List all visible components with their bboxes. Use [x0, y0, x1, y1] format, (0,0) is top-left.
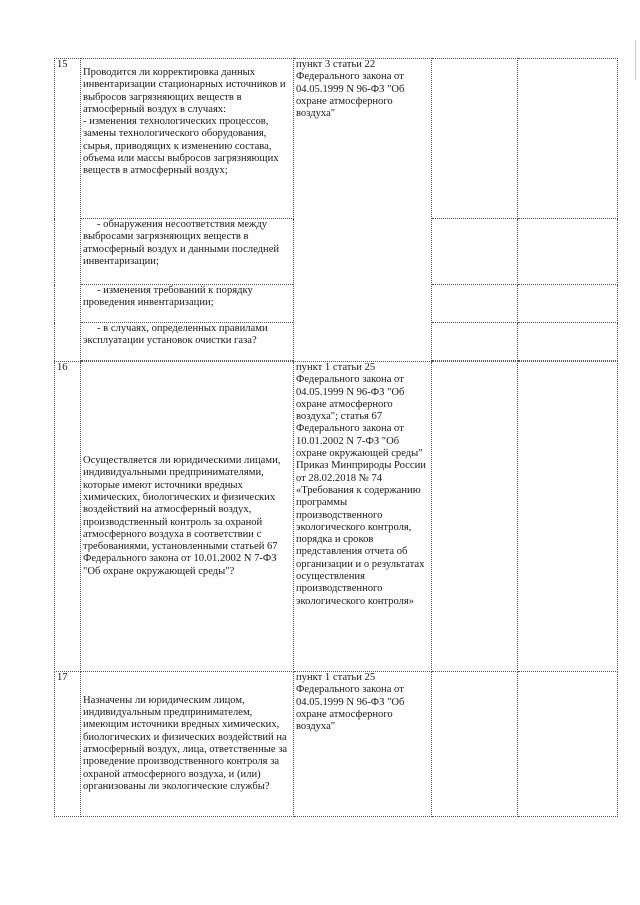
question-cell: Назначены ли юридическим лицом, индивидуальным предпринимателем, имеющим источники вредных химических, биологических и физических воздействий на атмосферный воздух, лица, ответственные за проведение производственного контроля за охраной атмосферного воздуха, и (или) организованы ли экологические службы?	[81, 672, 294, 817]
legal-reference-cell	[294, 59, 432, 362]
note-cell[interactable]	[518, 672, 618, 817]
answer-cell[interactable]	[432, 362, 518, 672]
table-row	[55, 59, 618, 219]
table-row	[55, 362, 618, 672]
note-cell[interactable]	[518, 323, 618, 361]
row-number: 15	[55, 59, 81, 362]
question-cell	[81, 59, 294, 219]
answer-cell[interactable]	[432, 323, 518, 361]
row-number: 16	[55, 362, 81, 672]
note-cell[interactable]	[518, 362, 618, 672]
legal-reference-cell: пункт 1 статьи 25 Федерального закона от 04.05.1999 N 96-ФЗ "Об охране атмосферного воздуха"; статья 67 Федерального закона от 10.01.2002 N 7-ФЗ "Об охране окружающей среды" Приказ Минприроды России от 28.02.2018 № 74 «Требования к содержанию программы производственного экологического контроля, порядка и сроков представления отчета об организации и о результатах осуществления производственного экологического контроля»	[294, 362, 432, 672]
note-cell[interactable]	[518, 59, 618, 219]
legal-reference-text: пункт 3 статьи 22 Федерального закона от 04.05.1999 N 96-ФЗ "Об охране атмосферного воздуха"	[296, 59, 405, 120]
table-row	[55, 672, 618, 817]
note-cell[interactable]	[518, 285, 618, 323]
question-text: Проводится ли корректировка данных инвентаризации стационарных источников и выбросов загрязняющих веществ в атмосферный воздух в случаях:	[83, 67, 286, 115]
question-subitem: - в случаях, определенных правилами эксплуатации установок очистки газа?	[81, 323, 294, 361]
note-cell[interactable]	[518, 219, 618, 285]
question-cell: Осуществляется ли юридическими лицами, индивидуальными предпринимателями, которые имеют источники вредных химических, биологических и физических воздействий на атмосферный воздух, производственный контроль за охраной атмосферного воздуха в соответствии с требованиями, установленными статьей 67 Федерального закона от 10.01.2002 N 7-ФЗ "Об охране окружающей среды"?	[81, 362, 294, 672]
answer-cell[interactable]	[432, 285, 518, 323]
answer-cell[interactable]	[432, 672, 518, 817]
question-subitem: - изменения требований к порядку проведения инвентаризации;	[81, 285, 294, 323]
legal-reference-cell: пункт 1 статьи 25 Федерального закона от 04.05.1999 N 96-ФЗ "Об охране атмосферного воздуха"	[294, 672, 432, 817]
question-subitem: - изменения технологических процессов, замены технологического оборудования, сырья, приводящих к изменению состава, объема или массы выбросов загрязняющих веществ в атмосферный воздух;	[83, 116, 279, 177]
answer-cell[interactable]	[432, 59, 518, 219]
scan-artifact	[635, 40, 636, 80]
checklist-table	[54, 58, 618, 817]
row-number: 17	[55, 672, 81, 817]
question-subitem: - обнаружения несоответствия между выбросами загрязняющих веществ в атмосферный воздух и данными последней инвентаризации;	[81, 219, 294, 285]
answer-cell[interactable]	[432, 219, 518, 285]
